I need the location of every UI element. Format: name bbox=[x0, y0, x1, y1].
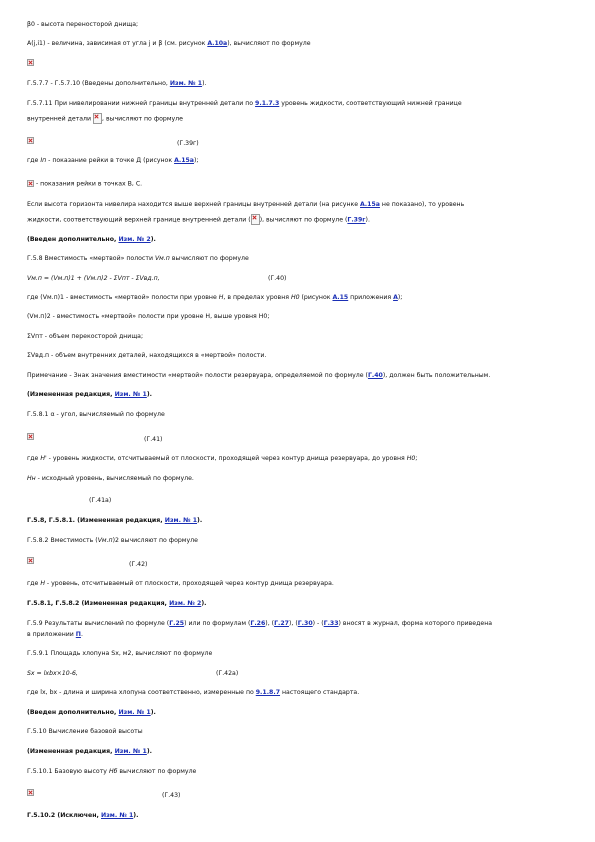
paragraph bbox=[27, 294, 402, 302]
paragraph bbox=[27, 537, 198, 545]
figure-link[interactable]: А.15 bbox=[332, 294, 349, 301]
text: Г.5.8 Вместимость «мертвой» полости bbox=[27, 255, 155, 262]
text: Г.5.9 Результаты вычислений по формуле ( bbox=[27, 620, 170, 627]
paragraph bbox=[27, 728, 143, 736]
text: ΣVпт - объем перекосторой днища; bbox=[27, 333, 144, 340]
text: где bbox=[27, 157, 41, 164]
paragraph bbox=[27, 455, 417, 463]
broken-image-icon bbox=[93, 113, 102, 124]
paragraph bbox=[27, 709, 156, 717]
text: Г.5.10.1 Базовую высоту bbox=[27, 768, 109, 775]
paragraph bbox=[27, 620, 492, 628]
broken-image-icon bbox=[27, 59, 34, 66]
symbol: Vм.п bbox=[97, 537, 113, 544]
text: уровень жидкости, соответствующий нижней границе bbox=[279, 100, 462, 107]
text: Г.5.8.2 Вместимость ( bbox=[27, 537, 98, 544]
text: (Введен дополнительно, bbox=[27, 709, 119, 716]
text: в приложении bbox=[27, 631, 76, 638]
text: вычисляют по формуле bbox=[117, 768, 197, 775]
text: ) вносят в журнал, форма которого приведена bbox=[338, 620, 493, 627]
symbol: H bbox=[40, 580, 45, 587]
text: где lх, bх - длина и ширина хлопуна соответственно, измеренные по bbox=[27, 689, 256, 696]
broken-image-icon bbox=[251, 214, 260, 225]
text: Г.5.7.7 - Г.5.7.10 (Введены дополнительно, bbox=[27, 80, 170, 87]
text: (Vм.п)2 - вместимость «мертвой» полости при уровне H, выше уровня H0; bbox=[27, 313, 270, 320]
text: приложения bbox=[348, 294, 394, 301]
paragraph bbox=[27, 391, 152, 399]
symbol: H0 bbox=[406, 455, 416, 462]
paragraph bbox=[27, 40, 311, 48]
paragraph bbox=[27, 313, 269, 321]
formula-row bbox=[27, 557, 34, 566]
formula-link[interactable]: Г.27 bbox=[274, 620, 289, 627]
amendment-link[interactable]: Изм. № 1 bbox=[114, 391, 147, 398]
paragraph bbox=[27, 631, 83, 639]
note bbox=[27, 372, 490, 380]
paragraph bbox=[27, 333, 143, 341]
text: настоящего стандарта. bbox=[280, 689, 360, 696]
paragraph bbox=[27, 100, 462, 108]
text: (Измененная редакция, bbox=[27, 748, 115, 755]
text: )2 вычисляют по формуле bbox=[112, 537, 198, 544]
symbol: Іп bbox=[40, 157, 47, 164]
paragraph bbox=[27, 201, 464, 209]
figure-link[interactable]: А.15а bbox=[174, 157, 194, 164]
text: ). bbox=[146, 748, 153, 755]
formula-image bbox=[27, 59, 34, 68]
formula-link[interactable]: Г.33 bbox=[323, 620, 339, 627]
broken-image-icon bbox=[27, 433, 34, 440]
text: ). bbox=[201, 600, 207, 607]
equation-number: (Г.41а) bbox=[89, 497, 112, 504]
text: ). bbox=[365, 216, 370, 224]
paragraph bbox=[27, 352, 266, 360]
text: ), должен быть положительным. bbox=[382, 372, 491, 379]
amendment-link[interactable]: Изм. № 1 bbox=[101, 812, 134, 819]
figure-link[interactable]: А.10а bbox=[207, 40, 228, 47]
symbol: Hн bbox=[27, 475, 36, 482]
text: ); bbox=[397, 294, 403, 301]
amendment-link[interactable]: Изм. № 1 bbox=[164, 517, 198, 524]
paragraph bbox=[27, 650, 212, 658]
paragraph bbox=[27, 113, 183, 124]
formula-link[interactable]: Г.39г bbox=[347, 216, 366, 224]
equation-number: (Г.43) bbox=[162, 792, 181, 799]
text: . bbox=[80, 631, 83, 638]
paragraph bbox=[27, 80, 206, 88]
text: Г.5.8, Г.5.8.1. (Измененная редакция, bbox=[27, 517, 165, 524]
paragraph bbox=[27, 255, 249, 263]
symbol: H bbox=[218, 294, 224, 301]
text: , вычисляют по формуле bbox=[102, 115, 183, 123]
paragraph bbox=[27, 21, 138, 29]
text: (рисунок bbox=[299, 294, 333, 301]
text: Г.5.10 Вычисление базовой высоты bbox=[27, 728, 143, 735]
section-link[interactable]: 9.1.7.3 bbox=[255, 100, 280, 107]
text: , в пределах уровня bbox=[223, 294, 291, 301]
amendment-link[interactable]: Изм. № 2 bbox=[169, 600, 202, 607]
equation-number: (Г.42а) bbox=[216, 670, 239, 677]
paragraph bbox=[27, 180, 142, 189]
broken-image-icon bbox=[27, 180, 34, 187]
text: Г.5.9.1 Площадь хлопуна Sх, м2, вычисляют по формуле bbox=[27, 650, 213, 657]
paragraph bbox=[27, 517, 202, 525]
text: ), ( bbox=[265, 620, 275, 627]
text: ). bbox=[197, 517, 203, 524]
paragraph bbox=[27, 236, 156, 244]
paragraph bbox=[27, 600, 207, 608]
formula-link[interactable]: Г.25 bbox=[169, 620, 185, 627]
broken-image-icon bbox=[27, 557, 34, 564]
text: где bbox=[27, 455, 41, 462]
formula-row bbox=[27, 275, 160, 283]
paragraph bbox=[27, 475, 194, 483]
paragraph bbox=[27, 411, 165, 419]
equation-number: (Г.40) bbox=[268, 275, 287, 282]
equation-number: (Г.42) bbox=[129, 561, 148, 568]
text: - исходный уровень, вычисляемый по формуле. bbox=[35, 475, 194, 482]
text: ; bbox=[415, 455, 418, 462]
equation: Vм.п = (Vм.п)1 + (Vм.п)2 - ΣVпт - ΣVвд.п, bbox=[27, 275, 160, 282]
equation-number: (Г.41) bbox=[144, 436, 163, 443]
text: ), ( bbox=[288, 620, 298, 627]
text: ) - ( bbox=[312, 620, 324, 627]
paragraph bbox=[27, 812, 138, 820]
paragraph bbox=[27, 768, 196, 776]
text: вычисляют по формуле bbox=[169, 255, 249, 262]
text: ΣVвд.п - объем внутренних деталей, находящихся в «мертвой» полости. bbox=[27, 352, 267, 359]
text: Примечание - Знак значения вместимости «мертвой» полости резервуара, определяемой по формуле ( bbox=[27, 372, 368, 379]
text: где bbox=[27, 580, 41, 587]
text: ), вычисляют по формуле ( bbox=[259, 216, 348, 224]
text: где (Vм.п)1 - вместимость «мертвой» полости при уровне bbox=[27, 294, 219, 301]
formula-link[interactable]: Г.30 bbox=[297, 620, 313, 627]
amendment-link[interactable]: Изм. № 1 bbox=[169, 80, 203, 87]
paragraph bbox=[27, 157, 199, 165]
equation-number: (Г.39г) bbox=[177, 140, 199, 147]
section-link[interactable]: 9.1.8.7 bbox=[255, 689, 281, 696]
formula-link[interactable]: Г.26 bbox=[250, 620, 266, 627]
text: жидкости, соответствующий верхней границе внутренней детали ( bbox=[27, 216, 251, 224]
text: Г.5.10.2 (Исключен, bbox=[27, 812, 102, 819]
text: ). bbox=[146, 391, 153, 398]
text: A(j,i1) - величина, зависимая от угла j и β (см. рисунок bbox=[27, 40, 208, 47]
text: Г.5.7.11 При нивелировании нижней границы внутренней детали по bbox=[27, 100, 256, 107]
text: ). bbox=[133, 812, 139, 819]
text: Если высота горизонта нивелира находится выше верхней границы внутренней детали (на рисунке bbox=[27, 201, 361, 208]
formula-row bbox=[27, 137, 34, 146]
paragraph bbox=[27, 214, 370, 225]
paragraph bbox=[27, 689, 359, 697]
equation: Sх = lхbх×10-6, bbox=[27, 670, 78, 677]
formula-row bbox=[27, 789, 34, 798]
broken-image-icon bbox=[27, 137, 34, 144]
formula-row bbox=[27, 670, 78, 678]
text: ); bbox=[194, 157, 199, 164]
amendment-link[interactable]: Изм. № 1 bbox=[118, 709, 151, 716]
symbol: H' bbox=[40, 455, 47, 462]
text: Г.5.8.1, Г.5.8.2 (Измененная редакция, bbox=[27, 600, 170, 607]
text: - уровень жидкости, отсчитываемый от плоскости, проходящей через контур днища резервуара, до уровня bbox=[46, 455, 407, 462]
text: ). bbox=[150, 236, 156, 243]
amendment-link[interactable]: Изм. № 1 bbox=[114, 748, 147, 755]
symbol: Hб bbox=[108, 768, 118, 775]
paragraph bbox=[27, 580, 334, 588]
text: внутренней детали bbox=[27, 115, 94, 123]
formula-row bbox=[27, 433, 34, 442]
appendix-link[interactable]: А bbox=[393, 294, 398, 301]
symbol: H0 bbox=[290, 294, 300, 301]
text: ). bbox=[202, 80, 207, 87]
text: (Введен дополнительно, bbox=[27, 236, 119, 243]
text: - уровень, отсчитываемый от плоскости, проходящей через контур днища резервуара. bbox=[44, 580, 334, 587]
text: Г.5.8.1 α - угол, вычисляемый по формуле bbox=[27, 411, 165, 418]
text: (Измененная редакция, bbox=[27, 391, 115, 398]
symbol: Vм.п bbox=[154, 255, 170, 262]
paragraph bbox=[27, 748, 152, 756]
text: не показано), то уровень bbox=[379, 201, 465, 208]
text: - показание рейки в точке Д (рисунок bbox=[46, 157, 175, 164]
text: ), вычисляют по формуле bbox=[227, 40, 311, 47]
appendix-link[interactable]: П bbox=[75, 631, 81, 638]
amendment-link[interactable]: Изм. № 2 bbox=[118, 236, 151, 243]
text: - показания рейки в точках В, С. bbox=[34, 180, 143, 188]
text: ). bbox=[150, 709, 156, 716]
text: β0 - высота переносторой днища; bbox=[27, 21, 139, 28]
text: ) или по формулам ( bbox=[184, 620, 251, 627]
figure-link[interactable]: А.15а bbox=[360, 201, 380, 208]
formula-link[interactable]: Г.40 bbox=[367, 372, 383, 379]
broken-image-icon bbox=[27, 789, 34, 796]
